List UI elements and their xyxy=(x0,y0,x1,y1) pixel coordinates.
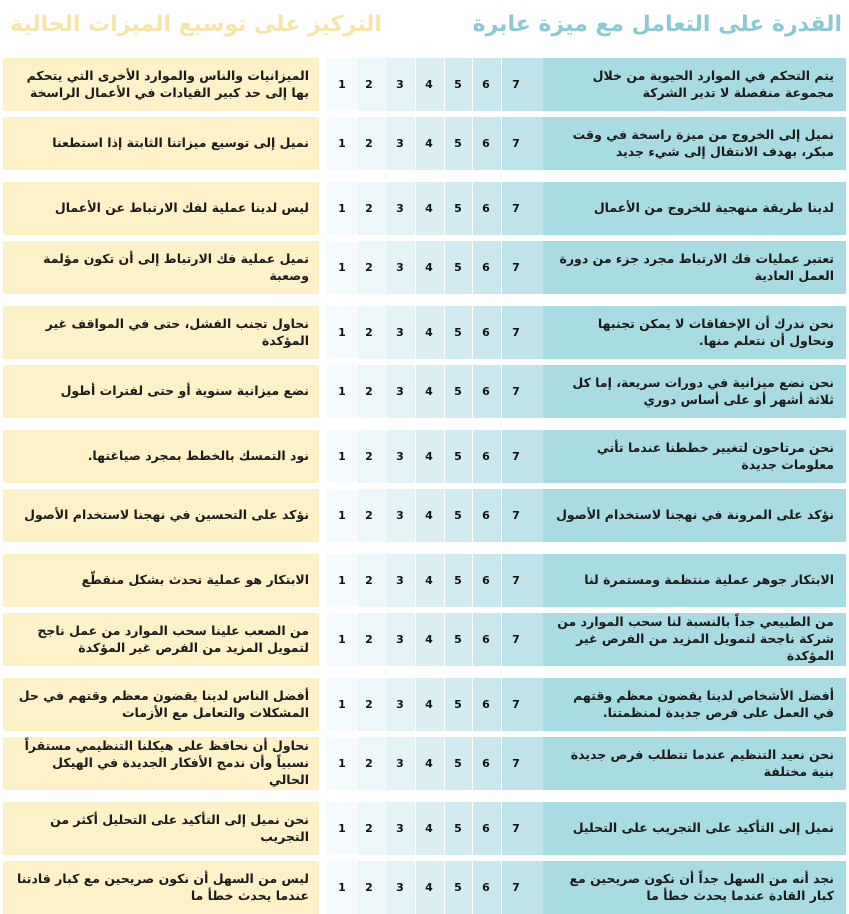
rating-option-1[interactable]: 1 xyxy=(338,633,346,646)
right-statement: تعتبر عمليات فك الارتباط مجرد جزء من دورة العمل العادية xyxy=(543,241,846,294)
rating-option-5[interactable]: 5 xyxy=(454,450,462,463)
table-row xyxy=(3,58,846,111)
rating-option-2[interactable]: 2 xyxy=(365,137,373,150)
rating-option-1[interactable]: 1 xyxy=(338,261,346,274)
rating-option-6[interactable]: 6 xyxy=(482,757,490,770)
rating-option-2[interactable]: 2 xyxy=(365,385,373,398)
table-row xyxy=(3,678,846,731)
rating-option-7[interactable]: 7 xyxy=(512,78,520,91)
table-row xyxy=(3,117,846,170)
right-statement: لدينا طريقة منهجية للخروج من الأعمال xyxy=(543,182,846,235)
rating-option-7[interactable]: 7 xyxy=(512,698,520,711)
rating-option-4[interactable]: 4 xyxy=(425,78,433,91)
rating-option-1[interactable]: 1 xyxy=(338,450,346,463)
rating-option-7[interactable]: 7 xyxy=(512,385,520,398)
rating-option-5[interactable]: 5 xyxy=(454,385,462,398)
rating-option-6[interactable]: 6 xyxy=(482,698,490,711)
left-statement: نؤكد على التحسين في نهجنا لاستخدام الأصول xyxy=(3,489,319,542)
rating-option-6[interactable]: 6 xyxy=(482,574,490,587)
rating-option-4[interactable]: 4 xyxy=(425,261,433,274)
rating-option-6[interactable]: 6 xyxy=(482,450,490,463)
rating-option-1[interactable]: 1 xyxy=(338,698,346,711)
left-statement: الابتكار هو عملية تحدث بشكل منقطّع xyxy=(3,554,319,607)
rating-option-1[interactable]: 1 xyxy=(338,385,346,398)
rating-option-3[interactable]: 3 xyxy=(396,881,404,894)
left-statement: نحن نميل إلى التأكيد على التحليل أكثر من التجريب xyxy=(3,802,319,855)
rating-option-7[interactable]: 7 xyxy=(512,633,520,646)
rating-option-5[interactable]: 5 xyxy=(454,757,462,770)
left-statement: الميزانيات والناس والموارد الأخرى التي يتحكم بها إلى حد كبير القيادات في الأعمال الراسخة xyxy=(3,58,319,111)
rating-option-4[interactable]: 4 xyxy=(425,822,433,835)
rating-option-5[interactable]: 5 xyxy=(454,881,462,894)
left-statement: نود التمسك بالخطط بمجرد صياغتها. xyxy=(3,430,319,483)
rating-option-3[interactable]: 3 xyxy=(396,385,404,398)
rating-option-2[interactable]: 2 xyxy=(365,509,373,522)
rating-option-4[interactable]: 4 xyxy=(425,326,433,339)
rating-option-1[interactable]: 1 xyxy=(338,574,346,587)
table-row xyxy=(3,613,846,666)
right-statement: الابتكار جوهر عملية منتظمة ومستمرة لنا xyxy=(543,554,846,607)
right-statement: نحن نعيد التنظيم عندما تتطلب فرص جديدة بنية مختلفة xyxy=(543,737,846,790)
right-statement: نحن ندرك أن الإخفاقات لا يمكن تجنبها ونحاول أن نتعلم منها. xyxy=(543,306,846,359)
rating-option-6[interactable]: 6 xyxy=(482,326,490,339)
rating-option-6[interactable]: 6 xyxy=(482,881,490,894)
rating-option-3[interactable]: 3 xyxy=(396,450,404,463)
left-statement: تميل عملية فك الارتباط إلى أن تكون مؤلمة وصعبة xyxy=(3,241,319,294)
rating-option-5[interactable]: 5 xyxy=(454,574,462,587)
rating-option-1[interactable]: 1 xyxy=(338,881,346,894)
right-statement: نميل إلى الخروج من ميزة راسخة في وقت مبكر، بهدف الانتقال إلى شيء جديد xyxy=(543,117,846,170)
rating-option-3[interactable]: 3 xyxy=(396,261,404,274)
rating-option-7[interactable]: 7 xyxy=(512,881,520,894)
right-statement: نحن نضع ميزانية في دورات سريعة، إما كل ثلاثة أشهر أو على أساس دوري xyxy=(543,365,846,418)
rating-option-4[interactable]: 4 xyxy=(425,698,433,711)
rating-option-7[interactable]: 7 xyxy=(512,326,520,339)
rating-option-3[interactable]: 3 xyxy=(396,78,404,91)
right-statement: من الطبيعي جداً بالنسبة لنا سحب الموارد من شركة ناجحة لتمويل المزيد من الفرص غير المؤكدة xyxy=(543,613,846,666)
rating-option-4[interactable]: 4 xyxy=(425,509,433,522)
rating-option-6[interactable]: 6 xyxy=(482,137,490,150)
left-column-title: التركيز على توسيع الميزات الحالية xyxy=(10,12,382,37)
right-statement: نجد أنه من السهل جداً أن نكون صريحين مع كبار القادة عندما يحدث خطأ ما xyxy=(543,861,846,914)
rating-option-5[interactable]: 5 xyxy=(454,326,462,339)
rating-option-4[interactable]: 4 xyxy=(425,385,433,398)
rating-option-5[interactable]: 5 xyxy=(454,137,462,150)
rating-option-6[interactable]: 6 xyxy=(482,822,490,835)
rating-option-7[interactable]: 7 xyxy=(512,261,520,274)
rating-option-7[interactable]: 7 xyxy=(512,757,520,770)
rating-option-7[interactable]: 7 xyxy=(512,574,520,587)
left-statement: نحاول تجنب الفشل، حتى في المواقف غير المؤكدة xyxy=(3,306,319,359)
left-statement: أفضل الناس لدينا يقضون معظم وقتهم في حل المشكلات والتعامل مع الأزمات xyxy=(3,678,319,731)
rating-option-6[interactable]: 6 xyxy=(482,78,490,91)
rating-option-2[interactable]: 2 xyxy=(365,78,373,91)
right-statement: أفضل الأشخاص لدينا يقضون معظم وقتهم في العمل على فرص جديدة لمنظمتنا. xyxy=(543,678,846,731)
rating-option-5[interactable]: 5 xyxy=(454,509,462,522)
rating-option-3[interactable]: 3 xyxy=(396,574,404,587)
rating-option-5[interactable]: 5 xyxy=(454,633,462,646)
rating-option-2[interactable]: 2 xyxy=(365,698,373,711)
right-statement: نميل إلى التأكيد على التجريب على التحليل xyxy=(543,802,846,855)
table-row xyxy=(3,802,846,855)
rating-option-4[interactable]: 4 xyxy=(425,137,433,150)
rating-option-7[interactable]: 7 xyxy=(512,822,520,835)
rating-option-4[interactable]: 4 xyxy=(425,202,433,215)
rating-option-2[interactable]: 2 xyxy=(365,326,373,339)
right-statement: نؤكد على المرونة في نهجنا لاستخدام الأصول xyxy=(543,489,846,542)
rating-option-3[interactable]: 3 xyxy=(396,698,404,711)
rating-option-4[interactable]: 4 xyxy=(425,633,433,646)
rating-option-3[interactable]: 3 xyxy=(396,137,404,150)
table-row xyxy=(3,861,846,914)
rating-option-5[interactable]: 5 xyxy=(454,261,462,274)
rating-option-7[interactable]: 7 xyxy=(512,202,520,215)
table-row xyxy=(3,554,846,607)
rating-option-1[interactable]: 1 xyxy=(338,202,346,215)
right-statement: نحن مرتاحون لتغيير خططنا عندما تأتي معلومات جديدة xyxy=(543,430,846,483)
rating-option-2[interactable]: 2 xyxy=(365,633,373,646)
rating-option-4[interactable]: 4 xyxy=(425,450,433,463)
table-row xyxy=(3,306,846,359)
right-statement: يتم التحكم في الموارد الحيوية من خلال مجموعة منفصلة لا تدير الشركة xyxy=(543,58,846,111)
table-row xyxy=(3,737,846,790)
rating-option-2[interactable]: 2 xyxy=(365,450,373,463)
rating-option-2[interactable]: 2 xyxy=(365,202,373,215)
rating-option-2[interactable]: 2 xyxy=(365,757,373,770)
rating-option-7[interactable]: 7 xyxy=(512,137,520,150)
rating-option-1[interactable]: 1 xyxy=(338,757,346,770)
rating-option-2[interactable]: 2 xyxy=(365,574,373,587)
right-column-title: القدرة على التعامل مع ميزة عابرة xyxy=(472,12,842,37)
rating-option-4[interactable]: 4 xyxy=(425,574,433,587)
rating-option-2[interactable]: 2 xyxy=(365,881,373,894)
rating-option-3[interactable]: 3 xyxy=(396,326,404,339)
rating-option-7[interactable]: 7 xyxy=(512,509,520,522)
table-row xyxy=(3,241,846,294)
rating-option-2[interactable]: 2 xyxy=(365,261,373,274)
left-statement: نضع ميزانية سنوية أو حتى لفترات أطول xyxy=(3,365,319,418)
rating-option-5[interactable]: 5 xyxy=(454,78,462,91)
rating-option-2[interactable]: 2 xyxy=(365,822,373,835)
left-statement: ليس لدينا عملية لفك الارتباط عن الأعمال xyxy=(3,182,319,235)
rating-option-3[interactable]: 3 xyxy=(396,509,404,522)
rating-option-6[interactable]: 6 xyxy=(482,633,490,646)
rating-option-1[interactable]: 1 xyxy=(338,509,346,522)
rating-option-5[interactable]: 5 xyxy=(454,202,462,215)
table-row xyxy=(3,489,846,542)
rating-option-7[interactable]: 7 xyxy=(512,450,520,463)
table-row xyxy=(3,430,846,483)
table-row xyxy=(3,182,846,235)
rating-option-5[interactable]: 5 xyxy=(454,698,462,711)
rating-option-5[interactable]: 5 xyxy=(454,822,462,835)
rating-option-1[interactable]: 1 xyxy=(338,822,346,835)
rating-option-6[interactable]: 6 xyxy=(482,509,490,522)
rating-option-6[interactable]: 6 xyxy=(482,385,490,398)
rating-option-1[interactable]: 1 xyxy=(338,326,346,339)
rating-option-3[interactable]: 3 xyxy=(396,633,404,646)
rating-option-6[interactable]: 6 xyxy=(482,202,490,215)
rating-option-1[interactable]: 1 xyxy=(338,137,346,150)
left-statement: من الصعب علينا سحب الموارد من عمل ناجح لتمويل المزيد من الفرص غير المؤكدة xyxy=(3,613,319,666)
rating-option-3[interactable]: 3 xyxy=(396,202,404,215)
rating-option-3[interactable]: 3 xyxy=(396,822,404,835)
left-statement: نحاول أن نحافظ على هيكلنا التنظيمي مستقراً نسبياً وأن ندمج الأفكار الجديدة في الهيكل الحالي xyxy=(3,737,319,790)
left-statement: نميل إلى توسيع ميزاتنا الثابتة إذا استطعنا xyxy=(3,117,319,170)
left-statement: ليس من السهل أن نكون صريحين مع كبار قادتنا عندما يحدث خطأ ما xyxy=(3,861,319,914)
rating-option-1[interactable]: 1 xyxy=(338,78,346,91)
rating-option-4[interactable]: 4 xyxy=(425,757,433,770)
rating-option-3[interactable]: 3 xyxy=(396,757,404,770)
rating-option-4[interactable]: 4 xyxy=(425,881,433,894)
rating-option-6[interactable]: 6 xyxy=(482,261,490,274)
table-row xyxy=(3,365,846,418)
